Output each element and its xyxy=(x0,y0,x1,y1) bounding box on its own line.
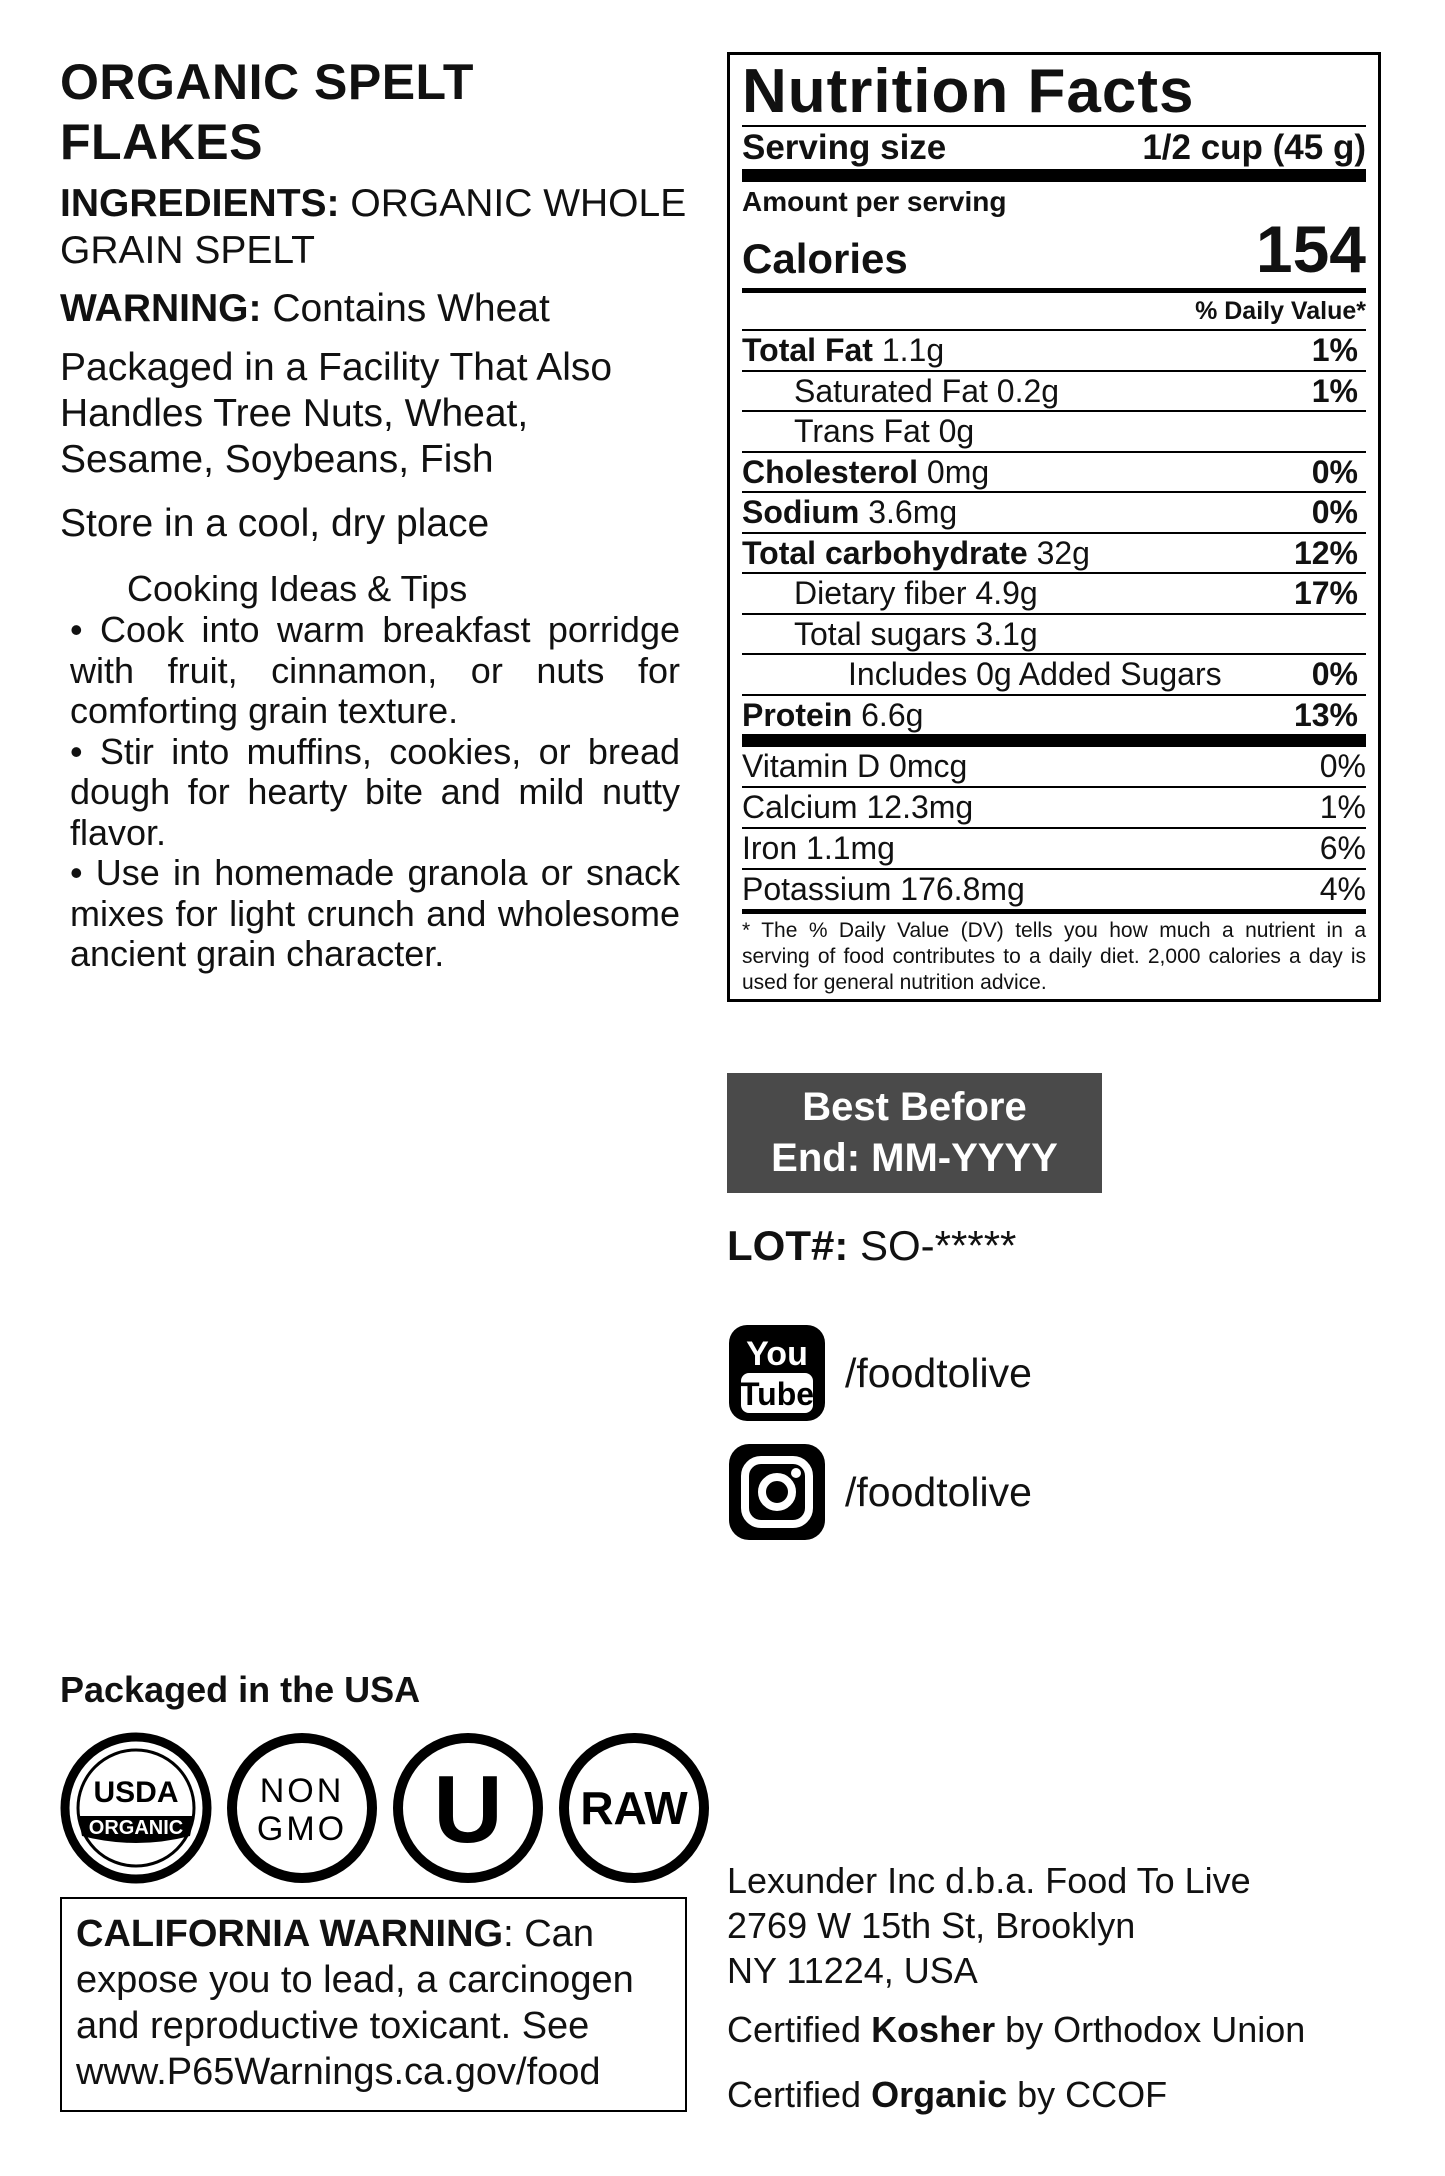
divider xyxy=(742,734,1366,747)
california-warning-box xyxy=(60,1897,687,2112)
kosher-icon xyxy=(392,1732,544,1884)
nutrient-amount: 1.1g xyxy=(881,332,945,368)
vitamin-dv: 1% xyxy=(1319,789,1366,825)
nutrient-dv xyxy=(1358,412,1366,451)
raw-icon xyxy=(558,1732,710,1884)
divider xyxy=(742,169,1366,182)
serving-size-row xyxy=(742,127,1366,169)
vitamin-label: Calcium 12.3mg xyxy=(742,789,974,825)
vitamin-dv: 0% xyxy=(1319,748,1366,784)
cert-suffix: by CCOF xyxy=(1007,2074,1168,2115)
facility-statement: Packaged in a Facility That Also Handles Tree Nuts, Wheat, Sesame, Soybeans, Fish xyxy=(60,346,613,481)
serving-size-value: 1/2 cup (45 g) xyxy=(1142,128,1366,167)
vitamin-label: Iron 1.1mg xyxy=(742,830,895,866)
nutrient-row-added-sugars xyxy=(742,653,1366,694)
nutrient-dv: 13% xyxy=(1293,696,1358,733)
usda-badge-text: USDA xyxy=(93,1776,179,1809)
nutrient-label: Cholesterol xyxy=(742,453,919,490)
youtube-link[interactable] xyxy=(727,1323,1032,1423)
cert-prefix: Certified xyxy=(727,2074,872,2115)
nutrient-label: Total Fat xyxy=(742,332,873,368)
nutrient-amount: 3.1g xyxy=(975,615,1038,652)
ingredients xyxy=(60,180,720,274)
nutrient-label: Total carbohydrate xyxy=(742,534,1028,571)
nutrient-label: Dietary fiber xyxy=(794,575,967,611)
vitamin-list xyxy=(742,747,1366,909)
tip-item: • Cook into warm breakfast porridge with fruit, cinnamon, or nuts for comforting grain texture. xyxy=(70,609,680,731)
calories-value: 154 xyxy=(1255,212,1366,286)
packaged-in-usa: Packaged in the USA xyxy=(60,1669,421,1710)
best-before-box xyxy=(727,1073,1102,1193)
nutrient-dv: 12% xyxy=(1293,534,1358,571)
product-title xyxy=(60,52,700,172)
usda-badge-text: ORGANIC xyxy=(88,1817,184,1839)
vitamin-row xyxy=(742,786,1366,827)
company-city: NY 11224, USA xyxy=(727,1950,978,1991)
non-gmo-icon xyxy=(226,1732,378,1884)
nutrient-label: Protein xyxy=(742,696,853,733)
kosher-badge-text: U xyxy=(433,1756,503,1863)
vitamin-row xyxy=(742,747,1366,786)
nutrition-facts-title: Nutrition Facts xyxy=(742,57,1195,126)
tips-title: Cooking Ideas & Tips xyxy=(127,568,468,609)
amount-per-serving: Amount per serving xyxy=(742,186,1007,217)
nutrient-amount: 0.2g xyxy=(996,372,1060,409)
vitamin-row xyxy=(742,868,1366,909)
nutrient-label: Trans Fat xyxy=(794,413,930,449)
nutrient-amount: 0g xyxy=(938,413,975,449)
non-gmo-badge-text: GMO xyxy=(256,1810,348,1848)
product-title-line1: ORGANIC SPELT xyxy=(60,54,474,110)
company-street: 2769 W 15th St, Brooklyn xyxy=(727,1905,1136,1946)
usda-organic-icon xyxy=(60,1732,212,1884)
nutrient-row-trans-fat xyxy=(742,410,1366,451)
calories-row xyxy=(742,212,1366,286)
nutrient-label: Includes 0g Added Sugars xyxy=(848,656,1222,692)
nutrient-row-protein xyxy=(742,694,1366,735)
serving-size-label: Serving size xyxy=(742,128,947,167)
nutrient-amount: 6.6g xyxy=(861,696,924,733)
nutrient-row-saturated-fat xyxy=(742,370,1366,411)
nutrient-row-total-carbohydrate xyxy=(742,532,1366,573)
company-name: Lexunder Inc d.b.a. Food To Live xyxy=(727,1860,1251,1901)
daily-value-header: % Daily Value* xyxy=(1195,297,1366,325)
cert-suffix: by Orthodox Union xyxy=(995,2009,1306,2050)
warning-text: Contains Wheat xyxy=(272,287,550,330)
company-address xyxy=(727,1858,1251,1993)
vitamin-row xyxy=(742,827,1366,868)
best-before-line2: End: MM-YYYY xyxy=(771,1136,1058,1180)
organic-certification xyxy=(727,2073,1167,2117)
allergen-warning xyxy=(60,285,720,332)
raw-badge-text: RAW xyxy=(580,1782,688,1834)
ingredients-text: ORGANIC WHOLE GRAIN SPELT xyxy=(60,182,687,272)
storage-instructions: Store in a cool, dry place xyxy=(60,502,490,545)
lot-value: SO-***** xyxy=(860,1222,1017,1269)
nutrient-dv: 1% xyxy=(1311,372,1358,409)
nutrient-amount: 32g xyxy=(1036,534,1090,571)
kosher-certification xyxy=(727,2008,1305,2052)
youtube-icon-text: Tube xyxy=(739,1376,815,1412)
nutrient-row-cholesterol xyxy=(742,451,1366,492)
nutrient-label: Sodium xyxy=(742,494,860,530)
cert-prefix: Certified xyxy=(727,2009,872,2050)
lot-number xyxy=(727,1222,1016,1270)
vitamin-label: Vitamin D 0mcg xyxy=(742,748,968,784)
instagram-link[interactable] xyxy=(727,1442,1032,1542)
nutrition-facts-panel xyxy=(727,52,1381,1002)
nutrient-dv: 17% xyxy=(1293,575,1358,611)
vitamin-label: Potassium 176.8mg xyxy=(742,871,1025,907)
instagram-icon xyxy=(727,1442,827,1542)
non-gmo-badge-text: NON xyxy=(259,1772,345,1810)
warning-label: WARNING: xyxy=(60,287,262,330)
lot-label: LOT#: xyxy=(727,1222,849,1269)
nutrient-amount: 3.6mg xyxy=(868,494,958,530)
ingredients-label: INGREDIENTS: xyxy=(60,182,340,225)
nutrient-row-sodium xyxy=(742,491,1366,532)
instagram-handle[interactable]: /foodtolive xyxy=(845,1469,1032,1515)
california-warning-text: : Can expose you to lead, a carcinogen and reproductive toxicant. See www.P65Warnings.ca.gov/food xyxy=(76,1913,634,2093)
calories-label: Calories xyxy=(742,235,908,282)
nutrient-label: Total sugars xyxy=(794,615,967,652)
youtube-handle[interactable]: /foodtolive xyxy=(845,1350,1032,1396)
tip-item: • Stir into muffins, cookies, or bread dough for hearty bite and mild nutty flavor. xyxy=(70,730,680,853)
youtube-icon xyxy=(727,1323,827,1423)
best-before-line1: Best Before xyxy=(802,1085,1027,1129)
nutrient-label: Saturated Fat xyxy=(794,372,988,409)
nutrient-row-dietary-fiber xyxy=(742,572,1366,613)
certification-badges xyxy=(60,1732,720,1887)
nutrient-dv: 1% xyxy=(1311,332,1358,368)
vitamin-dv: 6% xyxy=(1319,830,1366,866)
nutrient-row-total-fat xyxy=(742,329,1366,370)
tips-list xyxy=(70,610,680,975)
nutrient-dv xyxy=(1358,615,1366,654)
tip-item: • Use in homemade granola or snack mixes for light crunch and wholesome ancient grain character. xyxy=(70,852,680,974)
nutrient-row-total-sugars xyxy=(742,613,1366,654)
california-warning-label: CALIFORNIA WARNING xyxy=(76,1913,504,1955)
cert-kosher-label: Kosher xyxy=(871,2009,996,2050)
youtube-icon-text: You xyxy=(746,1335,808,1373)
nutrient-amount: 0mg xyxy=(926,453,990,490)
nutrient-dv: 0% xyxy=(1311,494,1358,530)
cert-organic-label: Organic xyxy=(871,2074,1008,2115)
vitamin-dv: 4% xyxy=(1319,871,1366,907)
nutrient-amount: 4.9g xyxy=(975,575,1038,611)
nutrient-dv: 0% xyxy=(1311,656,1358,692)
product-title-line2: FLAKES xyxy=(60,114,263,170)
daily-value-footnote: * The % Daily Value (DV) tells you how much a nutrient in a serving of food contributes to a daily diet. 2,000 calories a day is used for general nutrition advice. xyxy=(742,919,1366,994)
nutrient-dv: 0% xyxy=(1311,453,1358,490)
divider xyxy=(742,909,1366,914)
